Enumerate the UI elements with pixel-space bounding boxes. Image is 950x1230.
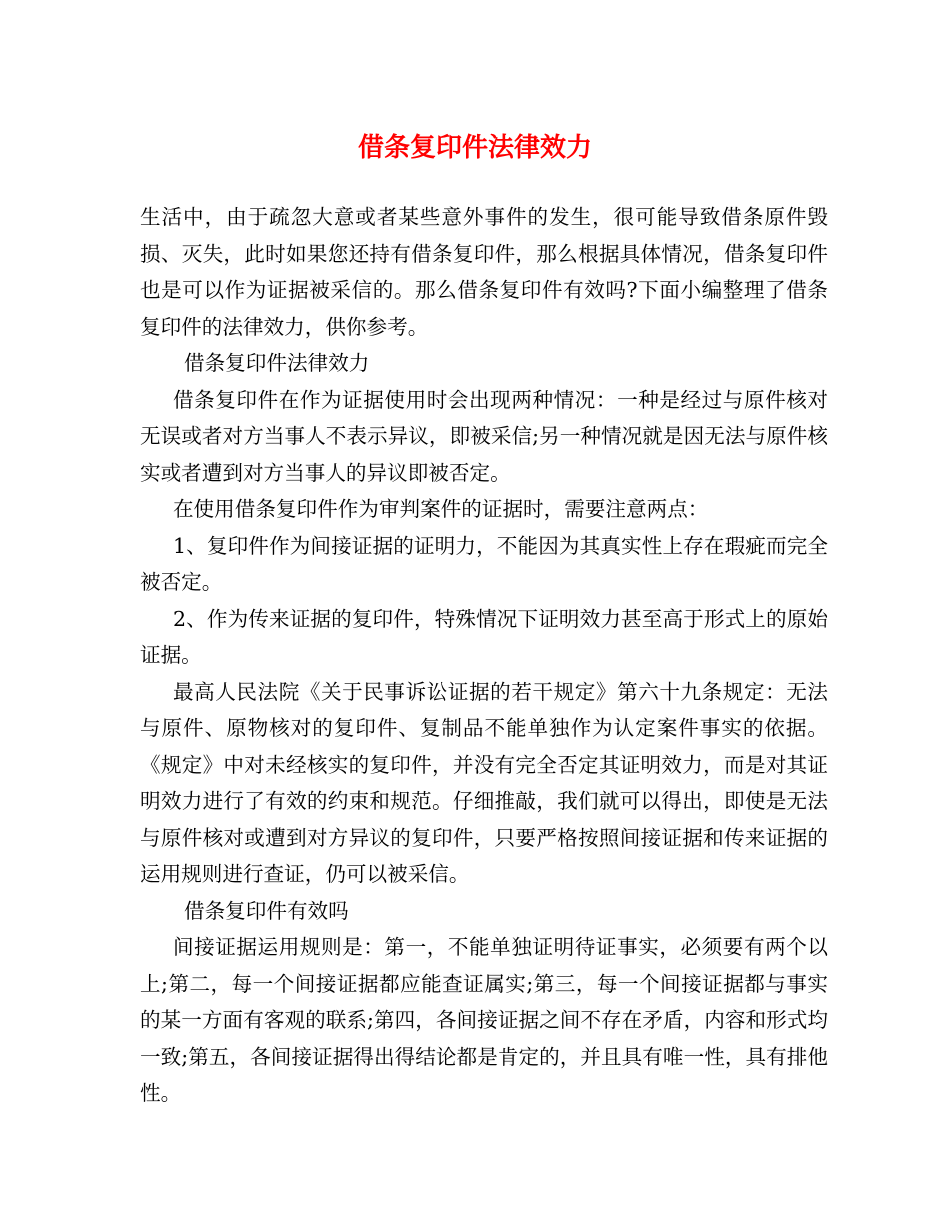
paragraph-supreme-court-rule: 最高人民法院《关于民事诉讼证据的若干规定》第六十九条规定：无法与原件、原物核对的复印件、复制品不能单独作为认定案件事实的依据。《规定》中对未经核实的复印件，并没有完全否定其证明效力，而是对其证明效力进行了有效的约束和规范。仔细推敲，我们就可以得出，即使是无法与原件核对或遭到对方异议的复印件，只要严格按照间接证据和传来证据的运用规则进行查证，仍可以被采信。 [140, 679, 828, 886]
paragraph-two-situations: 借条复印件在作为证据使用时会出现两种情况：一种是经过与原件核对无误或者对方当事人不表示异议，即被采信;另一种情况就是因无法与原件核实或者遭到对方当事人的异议即被否定。 [140, 387, 828, 485]
list-item-point-1: 1、复印件作为间接证据的证明力，不能因为其真实性上存在瑕疵而完全被否定。 [140, 533, 828, 594]
document-title: 借条复印件法律效力 [357, 133, 592, 163]
intro-paragraph: 生活中，由于疏忽大意或者某些意外事件的发生，很可能导致借条原件毁损、灭失，此时如果您还持有借条复印件，那么根据具体情况，借条复印件也是可以作为证据被采信的。那么借条复印件有效吗?下面小编整理了借条复印件的法律效力，供你参考。 [140, 205, 828, 339]
list-item-point-2: 2、作为传来证据的复印件，特殊情况下证明效力甚至高于形式上的原始证据。 [140, 606, 828, 667]
section-heading-validity: 借条复印件有效吗 [184, 898, 349, 923]
paragraph-indirect-evidence-rules: 间接证据运用规则是：第一，不能单独证明待证事实，必须要有两个以上;第二，每一个间接证据都应能查证属实;第三，每一个间接证据都与事实的某一方面有客观的联系;第四，各间接证据之间不存在矛盾，内容和形式均一致;第五，各间接证据得出得结论都是肯定的，并且具有唯一性，具有排他性。 [140, 935, 828, 1105]
section-heading-legal-effect: 借条复印件法律效力 [184, 351, 370, 375]
document-body [140, 199, 828, 1112]
paragraph-two-points: 在使用借条复印件作为审判案件的证据时，需要注意两点： [172, 497, 709, 521]
